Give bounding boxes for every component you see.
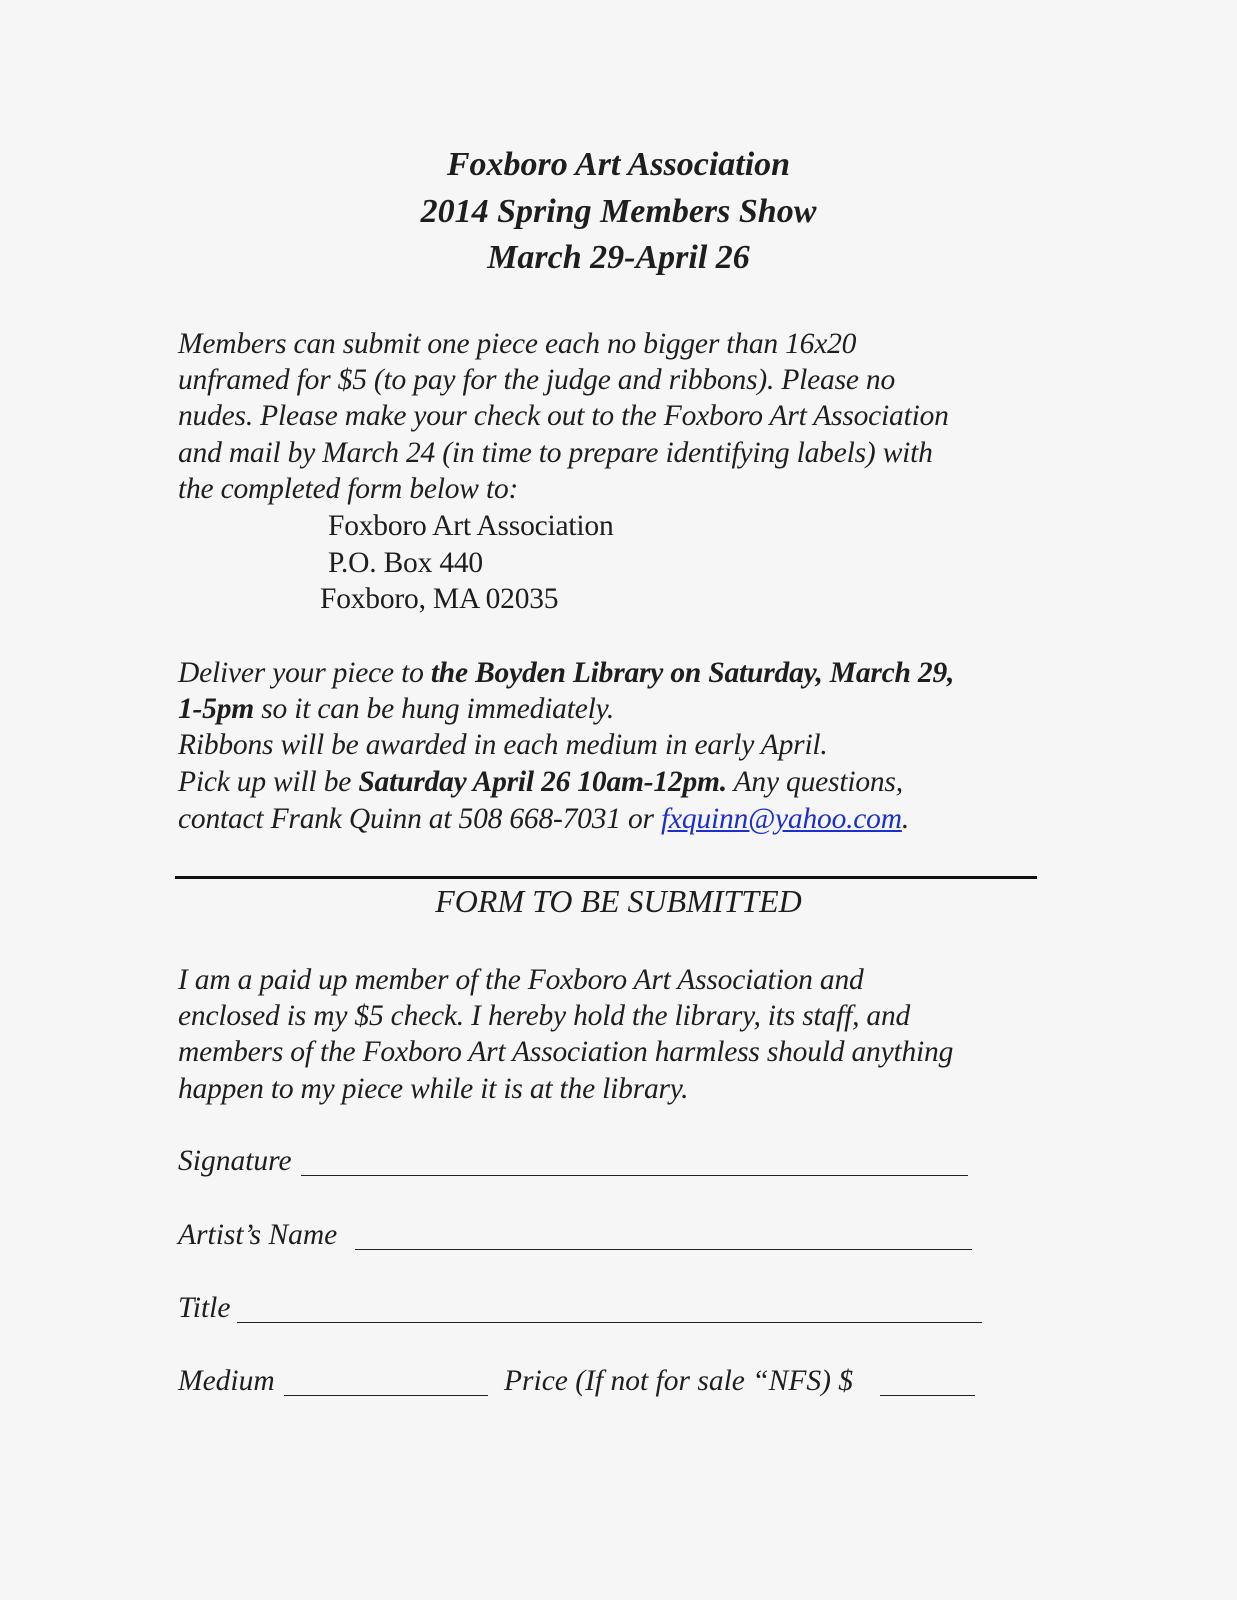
- bold-text: 1-5pm: [178, 693, 255, 725]
- contact-line: [178, 801, 909, 837]
- artist-name-label: Artist’s Name: [178, 1219, 338, 1251]
- form-heading: FORM TO BE SUBMITTED: [435, 883, 802, 919]
- text: Any questions,: [726, 766, 903, 798]
- ribbons-line: Ribbons will be awarded in each medium in early April.: [178, 729, 828, 761]
- address-line: Foxboro Art Association: [328, 510, 614, 542]
- address-line: P.O. Box 440: [328, 547, 483, 579]
- intro-line: nudes. Please make your check out to the Foxboro Art Association: [178, 400, 949, 432]
- bold-text: Saturday April 26 10am-12pm.: [358, 766, 727, 798]
- text: Pick up will be: [178, 766, 359, 798]
- signature-label: Signature: [178, 1145, 292, 1177]
- medium-field[interactable]: [284, 1395, 488, 1396]
- medium-label: Medium: [178, 1365, 275, 1397]
- title-label: Title: [178, 1292, 231, 1324]
- title-field[interactable]: [237, 1322, 982, 1323]
- artist-name-field[interactable]: [355, 1249, 972, 1250]
- delivery-line: [178, 655, 954, 691]
- price-label: Price (If not for sale “NFS) $: [504, 1365, 854, 1397]
- intro-line: unframed for $5 (to pay for the judge and ribbons). Please no: [178, 364, 896, 396]
- statement-line: happen to my piece while it is at the library.: [178, 1073, 689, 1105]
- show-title: 2014 Spring Members Show: [420, 193, 817, 230]
- text: Deliver your piece to: [178, 657, 431, 689]
- intro-line: the completed form below to:: [178, 473, 519, 505]
- divider: [175, 876, 1037, 879]
- pickup-line: [178, 764, 903, 800]
- show-dates: March 29-April 26: [487, 239, 750, 276]
- org-title: Foxboro Art Association: [446, 146, 791, 183]
- text: so it can be hung immediately.: [254, 693, 615, 725]
- text: contact Frank Quinn at 508 668-7031 or: [178, 803, 661, 835]
- statement-line: enclosed is my $5 check. I hereby hold the library, its staff, and: [178, 1000, 911, 1032]
- statement-line: I am a paid up member of the Foxboro Art Association and: [178, 964, 864, 996]
- text: .: [901, 803, 910, 835]
- statement-line: members of the Foxboro Art Association harmless should anything: [178, 1036, 954, 1068]
- intro-line: and mail by March 24 (in time to prepare identifying labels) with: [178, 437, 933, 469]
- delivery-line: [178, 691, 614, 727]
- email-link[interactable]: fxquinn@yahoo.com: [661, 803, 902, 835]
- bold-text: the Boyden Library on Saturday, March 29,: [430, 657, 955, 689]
- signature-field[interactable]: [301, 1175, 968, 1176]
- intro-line: Members can submit one piece each no bigger than 16x20: [178, 328, 857, 360]
- price-field[interactable]: [880, 1395, 975, 1396]
- address-line: Foxboro, MA 02035: [320, 583, 559, 615]
